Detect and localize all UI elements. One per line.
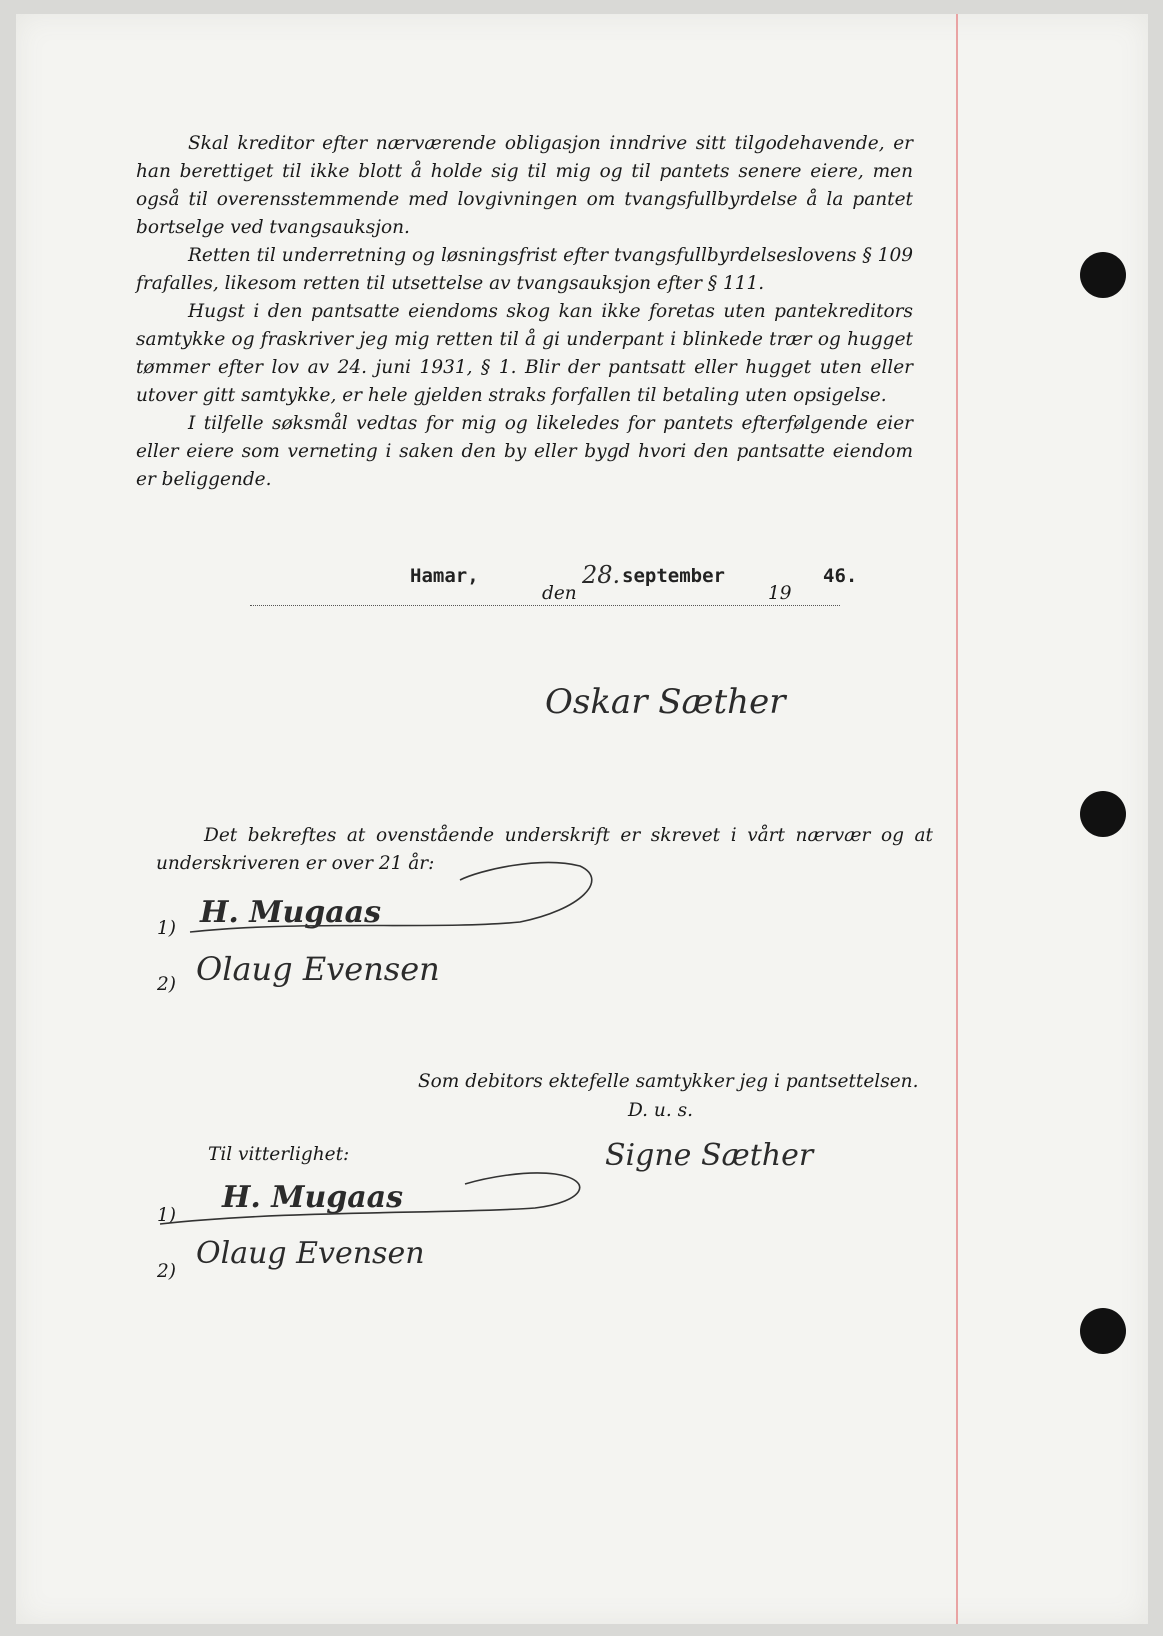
paragraph-venue: I tilfelle søksmål vedtas for mig og likeledes for pantets efterfølgende eier eller eiere som verneting i saken den by eller bygd hvori den pantsatte eiendom er beliggende. bbox=[136, 413, 913, 490]
place: Hamar, bbox=[410, 565, 479, 587]
day: 28. bbox=[582, 561, 621, 589]
year: 46. bbox=[823, 565, 858, 587]
punch-hole bbox=[1080, 1308, 1126, 1354]
vitterlighet-witness-2-label: 2) bbox=[157, 1261, 176, 1282]
spouse-consent-text: Som debitors ektefelle samtykker jeg i pantsettelsen. bbox=[418, 1071, 919, 1092]
punch-hole bbox=[1080, 252, 1126, 298]
vitterlighet-witness-2-signature: Olaug Evensen bbox=[196, 1236, 425, 1271]
witness-2-label: 2) bbox=[157, 974, 176, 995]
vitterlighet-label: Til vitterlighet: bbox=[208, 1144, 350, 1165]
vitterlighet-witness-1-signature: H. Mugaas bbox=[222, 1180, 403, 1215]
margin-rule bbox=[956, 14, 958, 1624]
paragraph-logging: Hugst i den pantsatte eiendoms skog kan ikke foretas uten pantekreditors samtykke og fraskriver jeg mig retten til å gi underpant i blinkede trær og hugget tømmer efter lov av 24. juni 1931, § 1. Blir der pantsatt eller hugget uten eller utover gitt samtykke, er hele gjelden straks forfallen til betaling uten opsigelse. bbox=[136, 301, 913, 406]
debtor-signature: Oskar Sæther bbox=[545, 682, 786, 722]
paragraph-enforcement: Skal kreditor efter nærværende obligasjon inndrive sitt tilgodehavende, er han berettiget til ikke blott å holde sig til mig og til pantets senere eiere, men også til overensstemmende med lovgivningen om tvangsfullbyrdelse å la pantet bortselge ved tvangsauksjon. bbox=[136, 133, 913, 238]
month: september bbox=[622, 565, 725, 587]
witness-2-signature: Olaug Evensen bbox=[196, 950, 440, 988]
place-date-line bbox=[250, 561, 858, 605]
spouse-signature: Signe Sæther bbox=[605, 1138, 814, 1173]
vitterlighet-witness-1-label: 1) bbox=[157, 1205, 176, 1226]
den-label: den bbox=[542, 583, 577, 604]
witness-1-signature: H. Mugaas bbox=[200, 895, 381, 930]
confirmation-text: Det bekreftes at ovenstående underskrift er skrevet i vårt nærvær og at underskriveren er over 21 år: bbox=[156, 825, 933, 874]
signature-flourish bbox=[180, 860, 610, 940]
witness-1-label: 1) bbox=[157, 918, 176, 939]
signature-flourish bbox=[155, 1170, 595, 1230]
paragraph-notice: Retten til underretning og løsningsfrist efter tvangsfullbyrdelseslovens § 109 frafalles, likesom retten til utsettelse av tvangsauksjon efter § 111. bbox=[136, 245, 913, 294]
dotted-line bbox=[250, 605, 840, 606]
punch-hole bbox=[1080, 791, 1126, 837]
obligation-text bbox=[136, 130, 913, 494]
century-label: 19 bbox=[768, 583, 792, 604]
dus-label: D. u. s. bbox=[628, 1100, 693, 1121]
